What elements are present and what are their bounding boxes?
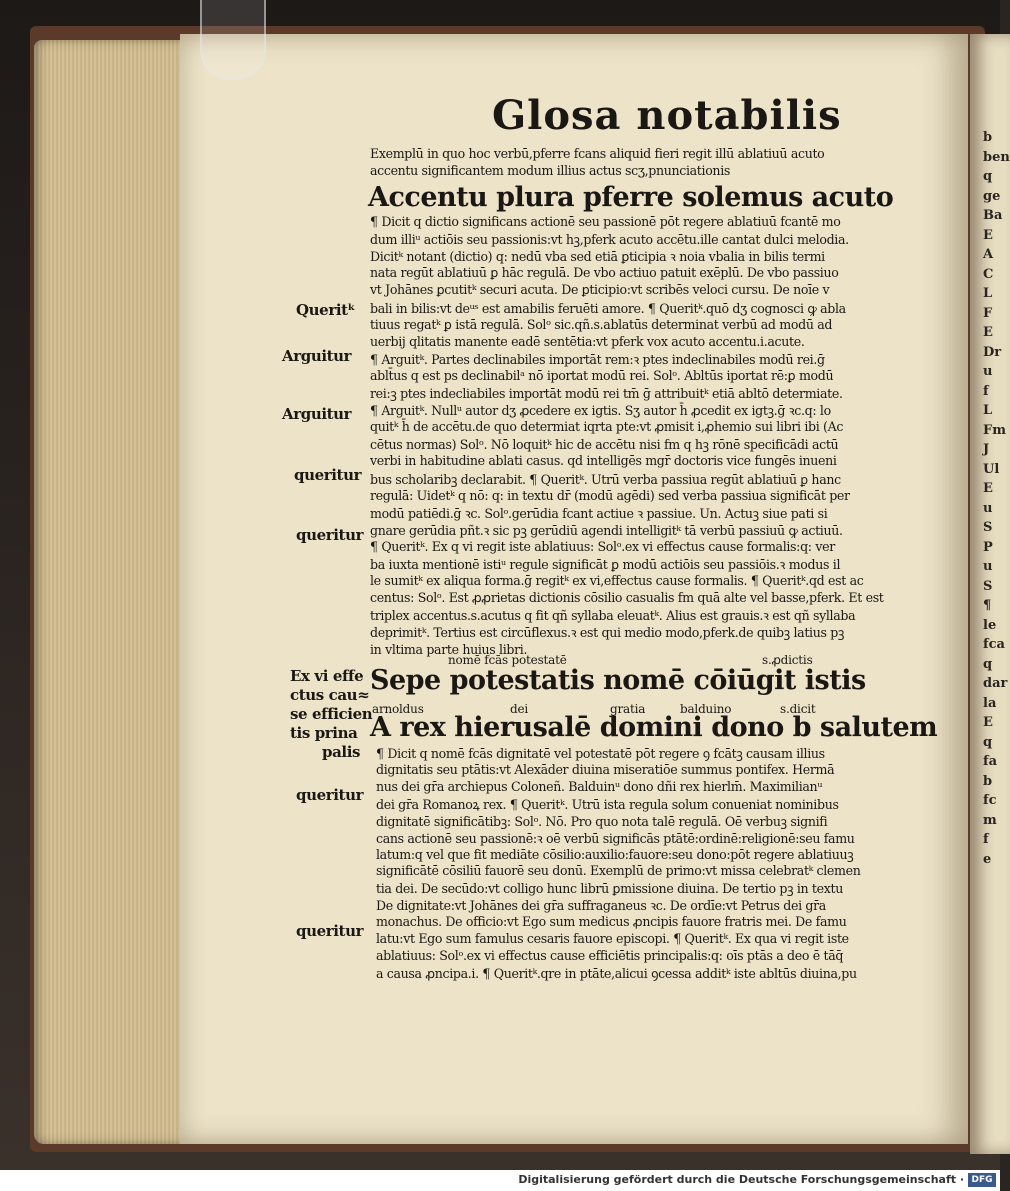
right-page-fragment: L [983,403,993,418]
gloss-1-line: dum illiᵘ actiōis seu passionis:vt hꝫ,pferk acuto accētu.ille cantat dulci melodia. [370,232,849,248]
margin-ex-vi-line-1: Ex vi effe [290,667,364,685]
gloss-1-line: deprimitᵏ. Tertius est circūflexus.ꝛ est qui medio modo,pferk.de quibꝫ latius pꝫ [370,625,845,641]
right-page-fragment: ¶ [983,598,992,613]
right-page-fragment: L [983,286,993,301]
right-page-fragment: m [983,812,997,828]
right-page-fragment: Ba [983,208,1003,223]
gloss-2-line: dei gr̄a Romanoꝝ rex. ¶ Queritᵏ. Utrū ista regula solum conueniat nominibus [376,796,839,812]
verse-3: A rex hierusalē domini dono b salutem [370,712,938,743]
right-page-fragment: b [983,773,993,789]
margin-queritur-5: queritur [296,922,364,940]
dfg-logo: DFG [968,1173,996,1187]
margin-arguitur-2: Arguitur [282,405,352,423]
margin-ex-vi-line-5: palis [322,743,361,761]
gloss-2-line: a causa ꝓncipa.i. ¶ Queritᵏ.qre in ptāte,alicui ꝯcessa additᵏ iste abltūs diuina,pu [376,965,857,981]
right-page-fragment: E [983,325,993,340]
verse-1: Accentu plura pferre solemus acuto [368,182,894,213]
gloss-1-line: cētus normas) Solᵒ. Nō loquitᵏ hic de accētu nisi fm q hꝫ rōnē specificādi actū [370,437,839,453]
gloss-1-line: rei:ꝫ ptes indecliabiles importāt modū rei tm̄ ḡ attribuitᵏ etiā abltō determiate. [370,386,843,401]
gloss-2-line: cans actionē seu passionē:ꝛ oē verbū significās ptātē:ordinē:religionē:seu famu [376,830,855,846]
right-page-fragment: q [983,656,993,672]
gloss-1-line: bus scholaribꝫ declarabit. ¶ Queritᵏ. Utrū verba passiua regūt ablatiuū ꝑ hanc [370,471,841,487]
gloss-1-line: ¶ Queritᵏ. Ex q vi regit iste ablatiuus: Solᵒ.ex vi effectus cause formalis:q: ver [370,538,835,554]
gloss-2-line: De dignitate:vt Johānes dei gr̄a suffraganeus ꝛc. De ordīe:vt Petrus dei gr̄a [376,898,826,914]
right-page-fragment: fc [983,793,997,808]
gloss-1-line: ablt̄us q est ps declinabilᵃ nō iportat modū rei. Solᵒ. Abltūs iportat rē:ꝑ modū [370,367,834,383]
gloss-2-line: ¶ Dicit q nomē fcās dignitatē vel potestatē pōt regere ꝯ fcātꝫ causam illius [376,746,825,761]
margin-ex-vi-line-3: se efficien [290,705,373,723]
right-page-fragment: la [983,695,997,711]
gloss-2-line: significātē cōsiliū fauorē seu donū. Exemplū de primo:vt missa celebratᵏ clemen [376,863,861,879]
verse-3-interlinear-2: dei [510,702,529,716]
right-page-fragment: J [983,442,990,457]
gloss-2-line: monachus. De officio:vt Ego sum medicus ꝓncipis fauore fratris mei. De famu [376,914,847,929]
gloss-1-line: Dicitᵏ notant (dictio) q: nedū vba sed etiā ꝑticipia ꝛ noia vbalia in bilis termi [370,249,825,265]
right-page-fragment: P [983,539,993,555]
margin-ex-vi-line-4: tis prina [290,724,358,742]
right-page-fragment: u [983,500,993,516]
right-page-fragment: q [983,734,993,750]
gloss-1-line: uerbij qlitatis manente eadē sentētia:vt pferk vox acuto accentu.i.acute. [370,333,805,349]
gloss-1-line: triplex accentus.s.acutus q fit qñ syllaba eleuatᵏ. Alius est grauis.ꝛ est qñ syllaba [370,608,856,624]
right-page-fragment: E [983,715,993,730]
right-page-fragment: dar [983,676,1008,691]
right-page-fragment: ben [983,149,1010,165]
book-clip [200,0,266,80]
right-page-fragment: F [983,305,993,321]
gloss-1-line: ba iuxta mentionē istiᵘ regule significāt ꝑ modū actiōis seu passiōis.ꝛ modus il [370,557,841,572]
gloss-1-line: modū patiēdi.ḡ ꝛc. Solᵒ.gerūdia fcant actiue ꝛ passiue. Un. Actuꝫ siue pati si [370,505,828,521]
gloss-1-line: le sumitᵏ ex aliqua forma.ḡ regitᵏ ex vi,effectus cause formalis. ¶ Queritᵏ.qd est ac [370,573,864,589]
right-page-fragment: u [983,559,993,574]
right-page-fragment: u [983,364,993,379]
right-page-fragment: ge [983,188,1001,204]
gloss-1-line: tiuus regatᵏ ꝑ istā regulā. Solᵒ sic.qñ.s.ablatūs determinat verbū ad modū ad [370,316,833,332]
gloss-1-line: verbi in habitudine ablati casus. qd intelligēs mgr̄ doctoris vice fungēs inueni [370,453,837,469]
gloss-1-line: quitᵏ h̄ de accētu.de quo determiat iqrta pte:vt ꝓmisit i,ꝓhemio sui libri ibi (Ac [370,419,844,435]
verse-3-interlinear-5: s.dicit [780,702,816,716]
page-stack-edge [34,40,184,1144]
gloss-2-line: dignitatē significātibꝫ: Solᵒ. Nō. Pro quo nota talē regulā. Oē verbuꝫ signifi [376,813,828,829]
intro-line: Exemplū in quo hoc verbū,pferre fcans aliquid fieri regit illū ablatiuū acuto [370,146,825,161]
verse-3-interlinear-1: arnoldus [372,702,424,716]
gloss-1-line: bali in bilis:vt deᵘˢ est amabilis feruēti amore. ¶ Queritᵏ.quō dʒ cognosci ꝙ abla [370,300,846,316]
gloss-1-line: in vltima parte huius libri. [370,641,528,657]
gloss-1-line: ¶ Dicit q dictio significans actionē seu passionē pōt regere ablatiuū fcantē mo [370,214,841,229]
gloss-2-line: tia dei. De secūdo:vt colligo hunc librū ꝑmissione diuina. De tertio pꝫ in textu [376,881,843,897]
gloss-2-line: ablatiuus: Solᵒ.ex vi effectus cause efficiētis principalis:q: oīs ptās a deo ē tāq̄ [376,947,844,963]
right-page-fragment: f [983,383,989,399]
right-page-fragment: le [983,617,997,633]
margin-queritur-2: queritur [294,466,362,484]
gloss-1-line: vt Johānes ꝑcutitᵏ securi acuta. De ꝑticipio:vt scribēs veloci cursu. De noīe v [370,282,830,298]
gloss-1-line: gnare gerūdia pñt.ꝛ sic pꝫ gerūdiū agendi intelligitᵏ tā verbū passiuū ꝙ actiuū. [370,522,843,538]
gloss-1-line: centus: Solᵒ. Est ꝓꝓrietas dictionis cōsilio casualis fm quā alte vel basse,pferk. Et est [370,590,884,606]
verse-3-interlinear-3: gratia [610,702,646,716]
right-page-fragment: q [983,169,993,184]
margin-ex-vi-line-2: ctus cau≈ [290,686,370,704]
verse-2-interlinear-left: nomē fcās potestatē [448,653,567,667]
verse-2: Sepe potestatis nomē cōiūgit istis [370,665,866,696]
gloss-1-line: ¶ Arguitᵏ. Nullᵘ autor dʒ ꝓcedere ex igtis. Sʒ autor h̄ ꝓcedit ex igtꝫ.ḡ ꝛc.q: lo [370,403,831,419]
right-page-fragment: E [983,227,993,243]
margin-arguitur-1: Arguitur [282,347,352,365]
footer-credit: Digitalisierung gefördert durch die Deutsche Forschungsgemeinschaft · [518,1173,964,1186]
right-page-fragment: S [983,520,993,535]
right-page-fragment: b [983,130,993,145]
right-page-fragment: C [983,266,994,282]
right-page-fragment: fca [983,637,1005,652]
footer-bar [0,1170,1000,1191]
right-page-fragment: E [983,481,993,496]
gloss-2-line: nus dei gr̄a archiepus Coloneñ. Balduinᵘ dono dñi rex hierlm̄. Maximilianᵘ [376,778,822,794]
verse-2-interlinear-right: s.ꝓdictis [762,653,813,667]
right-page-fragment: e [983,851,992,867]
gloss-1-line: nata regūt ablatiuū ꝑ hāc regulā. De vbo actiuo patuit exēplū. De vbo passiuo [370,265,839,281]
gloss-2-line: dignitatis seu ptātis:vt Alexāder diuina miseratiōe summus pontifex. Hermā [376,761,835,777]
gloss-1-line: ¶ Arguitᵏ. Partes declinabiles importāt rem:ꝛ ptes indeclinabiles modū rei.ḡ [370,351,825,367]
right-page-fragment: fa [983,754,998,769]
right-page-fragment: Fm [983,422,1006,438]
margin-queritur-4: queritur [296,786,364,804]
page-title: Glosa notabilis [492,92,842,139]
intro-line: accentu significantem modum illius actus scʒ,pnunciationis [370,163,730,178]
right-page-fragment: S [983,578,993,594]
right-page-fragment: Ul [983,461,1000,477]
gloss-2-line: latu:vt Ego sum famulus cesaris fauore episcopi. ¶ Queritᵏ. Ex qua vi regit iste [376,930,849,946]
margin-queritur-1: Queritᵏ [296,301,356,319]
right-page-fragment: f [983,832,989,847]
verse-3-interlinear-4: balduino [680,702,732,716]
right-page-fragment: Dr [983,344,1002,360]
margin-queritur-3: queritur [296,526,364,544]
right-page-fragment: A [983,247,994,262]
gloss-1-line: regulā: Uidetᵏ q nō: q: in textu dr̄ (modū agēdi) sed verba passiua significāt per [370,487,850,503]
gloss-2-line: latum:q vel que fit mediāte cōsilio:auxilio:fauore:seu dono:pōt regere ablatiuuꝫ [376,847,854,863]
